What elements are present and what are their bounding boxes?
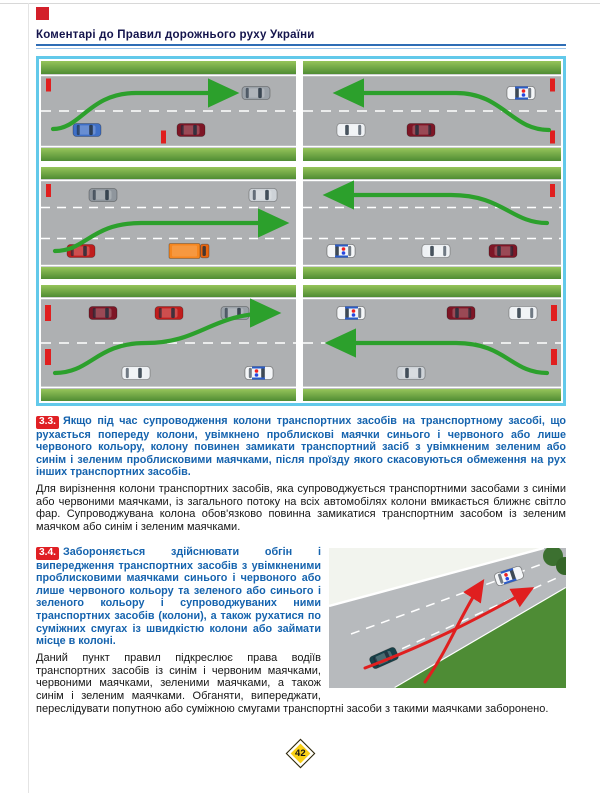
escort-police-car-icon — [507, 87, 535, 100]
comment-3-4-text: Даний пункт правил підкреслює права водіїв транспортних засобів із синім і червоним маячками, червоними маячками, зеленими маячками, а також синім і зеленим маячками. Обганяти, випереджати, переслідувати попутною або суміжною смугами транспортні засоби з такими маячками заборонено. — [36, 651, 549, 715]
gray-car-icon — [89, 189, 117, 202]
darkred-car-icon — [447, 307, 475, 320]
page-title: Коментарі до Правил дорожнього руху України — [36, 29, 315, 41]
rule-3-3-paragraph — [36, 415, 566, 479]
red-barrier-icon — [161, 131, 166, 144]
escort-police-car-icon — [245, 367, 273, 380]
no-overtaking-figure — [329, 548, 566, 688]
red-barrier-icon — [45, 305, 51, 321]
road-scene-6 — [303, 285, 561, 401]
rule-3-3-number-tag: 3.3. — [36, 416, 59, 429]
page-edge-top — [0, 3, 600, 4]
page-number: 42 — [294, 747, 306, 759]
page-number-diamond-icon — [285, 739, 315, 769]
white-car-icon — [122, 367, 150, 380]
road-scene-1 — [41, 61, 296, 161]
page-footer — [0, 743, 600, 764]
silver-car-icon — [249, 189, 277, 202]
darkred-car-icon — [407, 124, 435, 137]
rule-3-4-number-tag: 3.4. — [36, 547, 59, 560]
red-barrier-icon — [551, 305, 557, 321]
convoy-escort-illustration — [41, 61, 561, 401]
section-3-4 — [36, 546, 566, 716]
orange-truck-icon — [169, 244, 209, 259]
gray-car-icon — [242, 87, 270, 100]
road-scene-3 — [41, 285, 296, 401]
darkred-car-icon — [177, 124, 205, 137]
escort-police-car-icon — [337, 307, 365, 320]
escort-police-car-icon — [327, 245, 355, 258]
section-3-3 — [36, 415, 566, 534]
road-scene-4 — [303, 61, 561, 161]
page-content — [36, 7, 566, 716]
red-barrier-icon — [550, 79, 555, 92]
red-barrier-icon — [551, 349, 557, 365]
comment-3-3-text: Для вирізнення колони транспортних засобів, яка супроводжується транспортними засобами з синіми або червоними маячками, із загального потоку на всіх автомобілях колони вмикається ближнє світло фар. Супроводжувана колона обов'язково повинна замикатися транспортним засобом із зеленим маячком або синім і зеленим маячками. — [36, 482, 566, 534]
red-barrier-icon — [45, 349, 51, 365]
header-divider — [36, 44, 566, 49]
white-car-icon — [509, 307, 537, 320]
corner-red-square — [36, 7, 49, 20]
darkred-car-icon — [89, 307, 117, 320]
white-car-icon — [422, 245, 450, 258]
darkred-car-icon — [489, 245, 517, 258]
red-barrier-icon — [550, 184, 555, 197]
red-barrier-icon — [550, 131, 555, 144]
road-scene-2 — [41, 167, 296, 279]
red-barrier-icon — [46, 79, 51, 92]
red-barrier-icon — [46, 184, 51, 197]
page-edge-left — [28, 3, 29, 793]
silver-car-icon — [397, 367, 425, 380]
blue-car-icon — [73, 124, 101, 137]
rule-3-3-text: Якщо під час супроводження колони транспортних засобів на транспортному засобі, що рухається попереду колони, увімкнено проблискові маячки синього і червоного або лише червоного кольору, колону повинен замикати транспортний засіб з увімкненим зеленим або синім і зеленим проблисковими маячками, після проїзду якого скасовуються обмеження на рух інших транспортних засобів. — [36, 415, 566, 479]
white-car-icon — [337, 124, 365, 137]
rule-3-4-text: Забороняється здійснювати обгін і випередження транспортних засобів з увімкненими проблисковими маячками синього і червоного або лише червоного кольору та зеленого або синього і зеленого кольору і супроводжуваних ними транспортних засобів (колони), а також рухатися по суміжних смугах із швидкістю колони або займати місце в колоні. — [36, 546, 321, 648]
no-overtaking-illustration — [329, 548, 566, 688]
road-scene-5 — [303, 167, 561, 279]
convoy-escort-figure — [36, 56, 566, 406]
red-car-icon — [155, 307, 183, 320]
